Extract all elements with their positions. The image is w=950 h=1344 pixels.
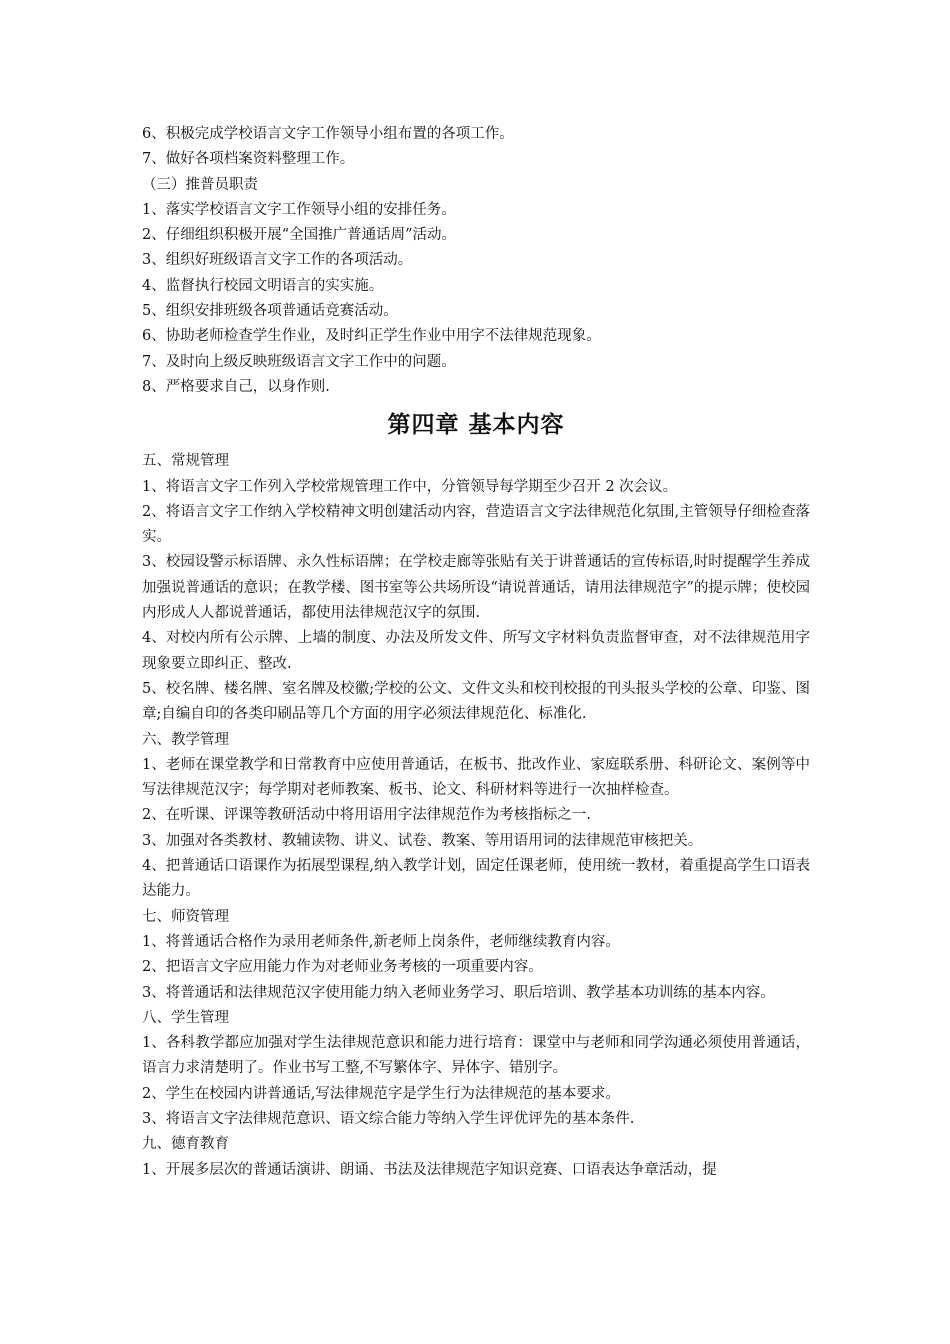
paragraph: 3、加强对各类教材、教辅读物、讲义、试卷、教案、等用语用词的法律规范审核把关。 — [142, 832, 703, 849]
paragraph: 5、组织安排班级各项普通话竞赛活动。 — [142, 303, 398, 320]
paragraph: 1、老师在课堂教学和日常教育中应使用普通话，在板书、批改作业、家庭联系册、科研论文、案例等中写法律规范汉字；每学期对老师教案、板书、论文、科研材料等进行一次抽样检查。 — [142, 756, 810, 799]
section-duties — [142, 122, 810, 400]
paragraph: 1、落实学校语言文字工作领导小组的安排任务。 — [142, 201, 456, 218]
paragraph: 1、开展多层次的普通话演讲、朗诵、书法及法律规范字知识竞赛、口语表达争章活动，提 — [142, 1161, 717, 1178]
paragraph: 6、协助老师检查学生作业，及时纠正学生作业中用字不法律规范现象。 — [142, 328, 601, 345]
paragraph: 2、在听课、评课等教研活动中将用语用字法律规范作为考核指标之一. — [142, 807, 591, 824]
document-body — [142, 122, 810, 1183]
paragraph: 2、仔细组织积极开展“全国推广普通话周”活动。 — [142, 227, 457, 244]
subsection-heading: （三）推普员职责 — [142, 176, 258, 193]
section-heading: 六、教学管理 — [142, 731, 229, 748]
paragraph: 8、严格要求自己，以身作则. — [142, 378, 330, 395]
paragraph: 3、将普通话和法律规范汉字使用能力纳入老师业务学习、职后培训、教学基本功训练的基本内容。 — [142, 984, 775, 1001]
paragraph: 1、将语言文字工作列入学校常规管理工作中，分管领导每学期至少召开 2 次会议。 — [142, 478, 678, 495]
paragraph: 4、对校内所有公示牌、上墙的制度、办法及所发文件、所写文字材料负责监督审查，对不法律规范用字现象要立即纠正、整改. — [142, 630, 810, 672]
paragraph: 4、监督执行校园文明语言的实实施。 — [142, 277, 384, 294]
paragraph: 6、积极完成学校语言文字工作领导小组布置的各项工作。 — [142, 126, 514, 142]
paragraph: 2、学生在校园内讲普通话,写法律规范字是学生行为法律规范的基本要求。 — [142, 1085, 620, 1102]
section-heading: 七、师资管理 — [142, 908, 229, 925]
section-heading: 五、常规管理 — [142, 453, 229, 470]
paragraph: 7、及时向上级反映班级语言文字工作中的问题。 — [142, 353, 456, 370]
section-heading: 八、学生管理 — [142, 1009, 229, 1026]
paragraph: 3、将语言文字法律规范意识、语文综合能力等纳入学生评优评先的基本条件. — [142, 1110, 635, 1127]
section-basic-content — [142, 449, 810, 1183]
paragraph: 4、把普通话口语课作为拓展型课程,纳入教学计划，固定任课老师，使用统一教材，着重提高学生口语表达能力。 — [142, 858, 810, 900]
section-heading: 九、德育教育 — [142, 1136, 229, 1153]
paragraph: 7、做好各项档案资料整理工作。 — [142, 151, 355, 168]
paragraph: 3、组织好班级语言文字工作的各项活动。 — [142, 252, 413, 269]
paragraph: 1、各科教学都应加强对学生法律规范意识和能力进行培育：课堂中与老师和同学沟通必须使用普通话，语言力求清楚明了。作业书写工整,不写繁体字、异体字、错别字。 — [142, 1035, 810, 1077]
paragraph: 2、把语言文字应用能力作为对老师业务考核的一项重要内容。 — [142, 959, 543, 976]
chapter-title: 第四章 基本内容 — [387, 411, 565, 439]
paragraph: 2、将语言文字工作纳入学校精神文明创建活动内容，营造语言文字法律规范化氛围,主管领导仔细检查落实。 — [142, 503, 810, 546]
paragraph: 5、校名牌、楼名牌、室名牌及校徽;学校的公文、文件文头和校刊校报的刊头报头学校的公章、印鉴、图章;自编自印的各类印刷品等几个方面的用字必须法律规范化、标准化. — [142, 680, 810, 723]
paragraph: 1、将普通话合格作为录用老师条件,新老师上岗条件，老师继续教育内容。 — [142, 933, 620, 950]
paragraph: 3、校园设警示标语牌、永久性标语牌；在学校走廊等张贴有关于讲普通话的宣传标语,时时提醒学生养成加强说普通话的意识；在教学楼、图书室等公共场所设“请说普通话，请用法律规范字”的提示牌；使校园内形成人人都说普通话，都使用法律规范汉字的氛围. — [142, 554, 810, 622]
